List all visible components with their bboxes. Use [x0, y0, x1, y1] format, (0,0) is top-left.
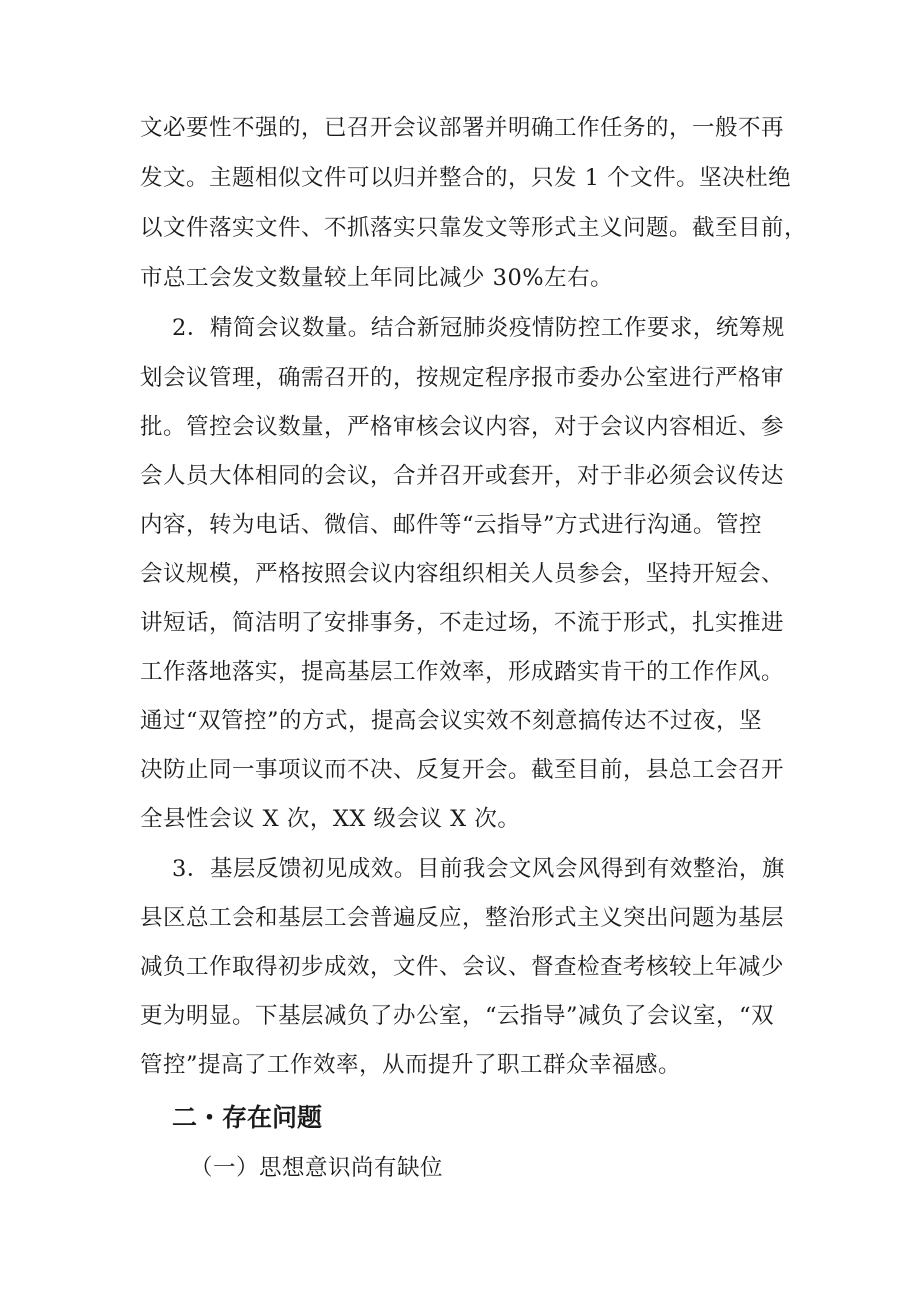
paragraph-line: 更为明显。下基层减负了办公室，“云指导”减负了会议室，“双 [140, 1003, 775, 1029]
paragraph-line: 管控”提高了工作效率，从而提升了职工群众幸福感。 [140, 1052, 682, 1078]
paragraph-line: 会议规模，严格按照会议内容组织相关人员参会，坚持开短会、 [140, 561, 785, 587]
paragraph-line: 3．基层反馈初见成效。目前我会文风会风得到有效整治，旗 [172, 856, 785, 882]
paragraph-line: 划会议管理，确需召开的，按规定程序报市委办公室进行严格审 [140, 365, 785, 391]
sub-heading: （一）思想意识尚有缺位 [190, 1155, 444, 1181]
paragraph-line: 文必要性不强的，已召开会议部署并明确工作任务的，一般不再 [140, 115, 785, 141]
paragraph-line: 减负工作取得初步成效，文件、会议、督查检查考核较上年减少 [140, 954, 785, 980]
paragraph-line: 批。管控会议数量，严格审核会议内容，对于会议内容相近、参 [140, 414, 785, 440]
paragraph-line: 会人员大体相同的会议，合并召开或套开，对于非必须会议传达 [140, 463, 785, 489]
paragraph-line: 工作落地落实，提高基层工作效率，形成踏实肯干的工作作风。 [140, 659, 785, 685]
section-heading: 二・存在问题 [172, 1103, 323, 1132]
paragraph-line: 内容，转为电话、微信、邮件等“云指导”方式进行沟通。管控 [140, 512, 763, 538]
paragraph-line: 县区总工会和基层工会普遍反应，整治形式主义突出问题为基层 [140, 905, 785, 931]
paragraph-line: 市总工会发文数量较上年同比减少 30%左右。 [140, 265, 614, 291]
paragraph-line: 讲短话，简洁明了安排事务，不走过场，不流于形式，扎实推进 [140, 610, 785, 636]
paragraph-line: 发文。主题相似文件可以归并整合的，只发 1 个文件。坚决杜绝 [140, 165, 792, 191]
paragraph-line: 通过“双管控”的方式，提高会议实效不刻意搞传达不过夜，坚 [140, 708, 763, 734]
paragraph-line: 以文件落实文件、不抓落实只靠发文等形式主义问题。截至目前， [140, 215, 808, 241]
paragraph-line: 2．精简会议数量。结合新冠肺炎疫情防控工作要求，统筹规 [172, 315, 785, 341]
paragraph-line: 全县性会议 X 次，XX 级会议 X 次。 [140, 806, 521, 832]
paragraph-line: 决防止同一事项议而不决、反复开会。截至目前，县总工会召开 [140, 757, 785, 783]
